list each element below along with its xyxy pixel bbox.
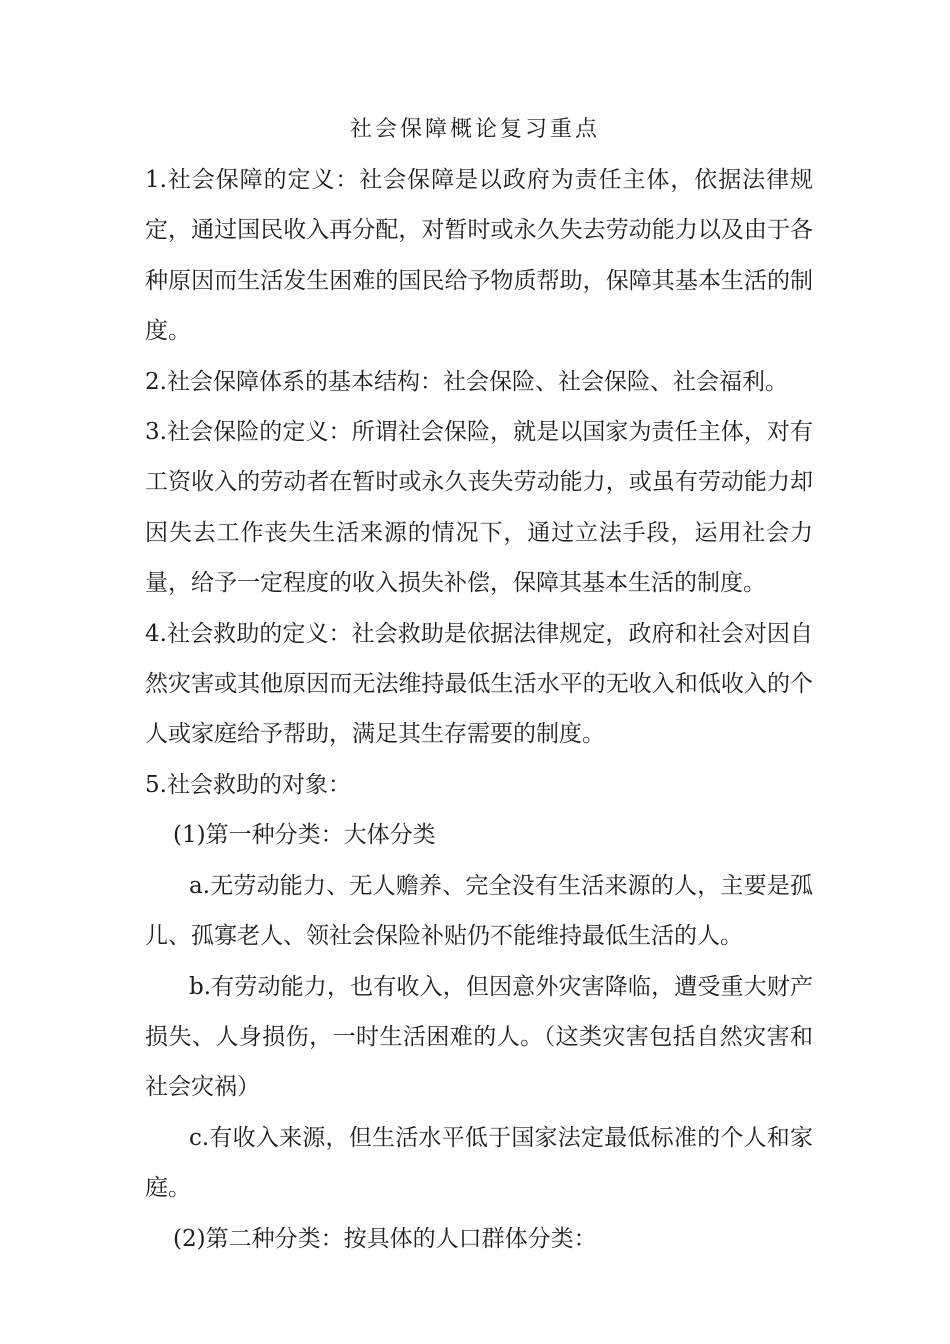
paragraph-system-structure: 2.社会保障体系的基本结构：社会保险、社会保险、社会福利。 — [145, 368, 788, 395]
paragraph-assistance-objects: 5.社会救助的对象： — [145, 771, 351, 798]
paragraph-social-insurance-definition: 3.社会保险的定义：所谓社会保险，就是以国家为责任主体，对有工资收入的劳动者在暂时或永久丧失劳动能力，或虽有劳动能力却因失去工作丧失生活来源的情况下，通过立法手段，运用社会力量，给予一定程度的收入损失补偿，保障其基本生活的制度。 — [145, 419, 813, 597]
paragraph-social-assistance-definition: 4.社会救助的定义：社会救助是依据法律规定，政府和社会对因自然灾害或其他原因而无法维持最低生活水平的无收入和低收入的个人或家庭给予帮助，满足其生存需要的制度。 — [145, 620, 813, 748]
subheading-second-classification: (2)第二种分类：按具体的人口群体分类： — [173, 1225, 597, 1252]
list-item-a: a.无劳动能力、无人赡养、完全没有生活来源的人，主要是孤儿、孤寡老人、领社会保险补贴仍不能维持最低生活的人。 — [145, 872, 813, 950]
paragraph-social-security-definition: 1.社会保障的定义：社会保障是以政府为责任主体，依据法律规定，通过国民收入再分配，对暂时或永久失去劳动能力以及由于各种原因而生活发生困难的国民给予物质帮助，保障其基本生活的制度。 — [145, 167, 813, 345]
subheading-first-classification: (1)第一种分类：大体分类 — [173, 822, 436, 849]
document-title: 社会保障概论复习重点 — [349, 117, 600, 142]
list-item-b: b.有劳动能力，也有收入，但因意外灾害降临，遭受重大财产损失、人身损伤，一时生活困难的人。（这类灾害包括自然灾害和社会灾祸） — [145, 973, 813, 1101]
document-body — [145, 155, 813, 1264]
list-item-c: c.有收入来源，但生活水平低于国家法定最低标准的个人和家庭。 — [145, 1124, 813, 1202]
